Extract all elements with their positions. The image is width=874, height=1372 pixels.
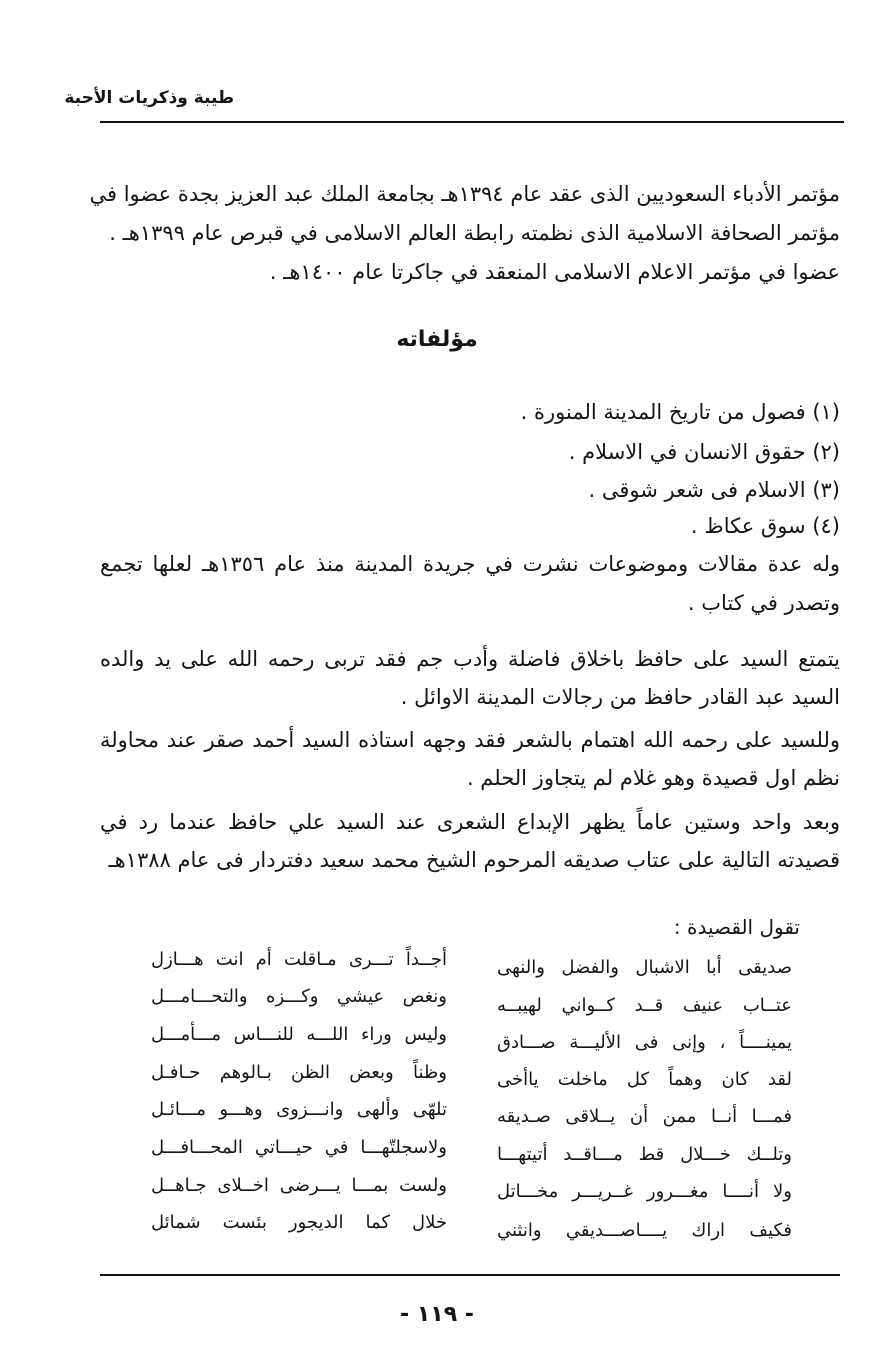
paragraph-line: السيد عبد القادر حافظ من رجالات المدينة الاوائل . (400, 685, 840, 709)
works-heading: مؤلفاته (396, 327, 478, 352)
poem-second-hemistich: ولاسجلتّهـــا في حيـــاتي المحـــافـــل (151, 1137, 447, 1158)
paragraph-line: وتصدر في كتاب . (687, 591, 840, 615)
paragraph-line: وللسيد على رحمه الله اهتمام بالشعر فقد وجهه استاذه السيد أحمد صقر عند محاولة (100, 728, 840, 752)
poem-first-hemistich: فكيف اراك يــــاصـــديقي وانثني (497, 1220, 792, 1241)
works-list-item: (٣) الاسلام فى شعر شوقى . (588, 478, 840, 502)
running-title: طيبة وذكريات الأحبة (64, 88, 234, 108)
poem-first-hemistich: لقد كان وهماً كل ماخلت ياأخى (497, 1069, 792, 1090)
header-rule (100, 121, 844, 123)
paragraph-line: وله عدة مقالات وموضوعات نشرت في جريدة المدينة منذ عام ١٣٥٦هـ لعلها تجمع (100, 552, 840, 576)
works-list-item: (٢) حقوق الانسان في الاسلام . (568, 440, 840, 464)
poem-intro: تقول القصيدة : (673, 915, 800, 939)
poem-first-hemistich: ولا أنــــا مغـــرور غــريـــر مخـــاتل (497, 1181, 792, 1202)
poem-second-hemistich: ولست بمـــا يـــرضى اخــلاى جـاهــل (151, 1175, 447, 1196)
intro-line: عضوا في مؤتمر الاعلام الاسلامى المنعقد في جاكرتا عام ١٤٠٠هـ . (269, 260, 840, 284)
paragraph-line: نظم اول قصيدة وهو غلام لم يتجاوز الحلم . (466, 766, 840, 790)
poem-first-hemistich: يمينــــاً ، وإنى فى الأليـــة صـــادق (497, 1032, 792, 1053)
intro-line: مؤتمر الأدباء السعوديين الذى عقد عام ١٣٩٤هـ بجامعة الملك عبد العزيز بجدة عضوا في (89, 182, 840, 206)
poem-second-hemistich: أجــداً تـــرى مـاقلت أم انت هـــازل (151, 949, 447, 970)
poem-second-hemistich: وظناً وبعض الظن بـالوهم حـافـل (151, 1062, 447, 1083)
poem-second-hemistich: خلال كما الديجور بئست شمائل (151, 1212, 447, 1233)
paragraph-line: قصيدته التالية على عتاب صديقه المرحوم الشيخ محمد سعيد دفتردار فى عام ١٣٨٨هـ (108, 848, 840, 872)
poem-first-hemistich: صديقى أبا الاشبال والفضل والنهى (497, 957, 792, 978)
works-list-item: (١) فصول من تاريخ المدينة المنورة . (520, 400, 840, 424)
page-number: - ١١٩ - (400, 1302, 474, 1327)
works-list-item: (٤) سوق عكاظ . (690, 514, 840, 538)
intro-line: مؤتمر الصحافة الاسلامية الذى نظمته رابطة العالم الاسلامى في قبرص عام ١٣٩٩هـ . (109, 221, 840, 245)
poem-second-hemistich: ونغص عيشي وكـــزه والتحـــامـــل (151, 986, 447, 1007)
paragraph-line: وبعد واحد وستين عاماً يظهر الإبداع الشعرى عند السيد علي حافظ عندما رد في (100, 810, 840, 834)
paragraph-line: يتمتع السيد على حافظ باخلاق فاضلة وأدب جم فقد تربى رحمه الله على يد والده (100, 647, 840, 671)
poem-first-hemistich: فمـــا أنــا ممن أن يــلاقى صـديقه (497, 1106, 792, 1127)
poem-first-hemistich: وتلــك خـــلال قط مـــاقــد أتيتهـــا (497, 1144, 792, 1165)
poem-first-hemistich: عتــاب عنيف قــد كــواني لهيبــه (497, 995, 792, 1016)
footer-rule (100, 1274, 840, 1276)
poem-second-hemistich: وليس وراء اللـــه للنـــاس مـــأمـــل (151, 1024, 447, 1045)
poem-second-hemistich: تلهّى وألهى وانـــزوى وهـــو مـــائـل (151, 1099, 447, 1120)
